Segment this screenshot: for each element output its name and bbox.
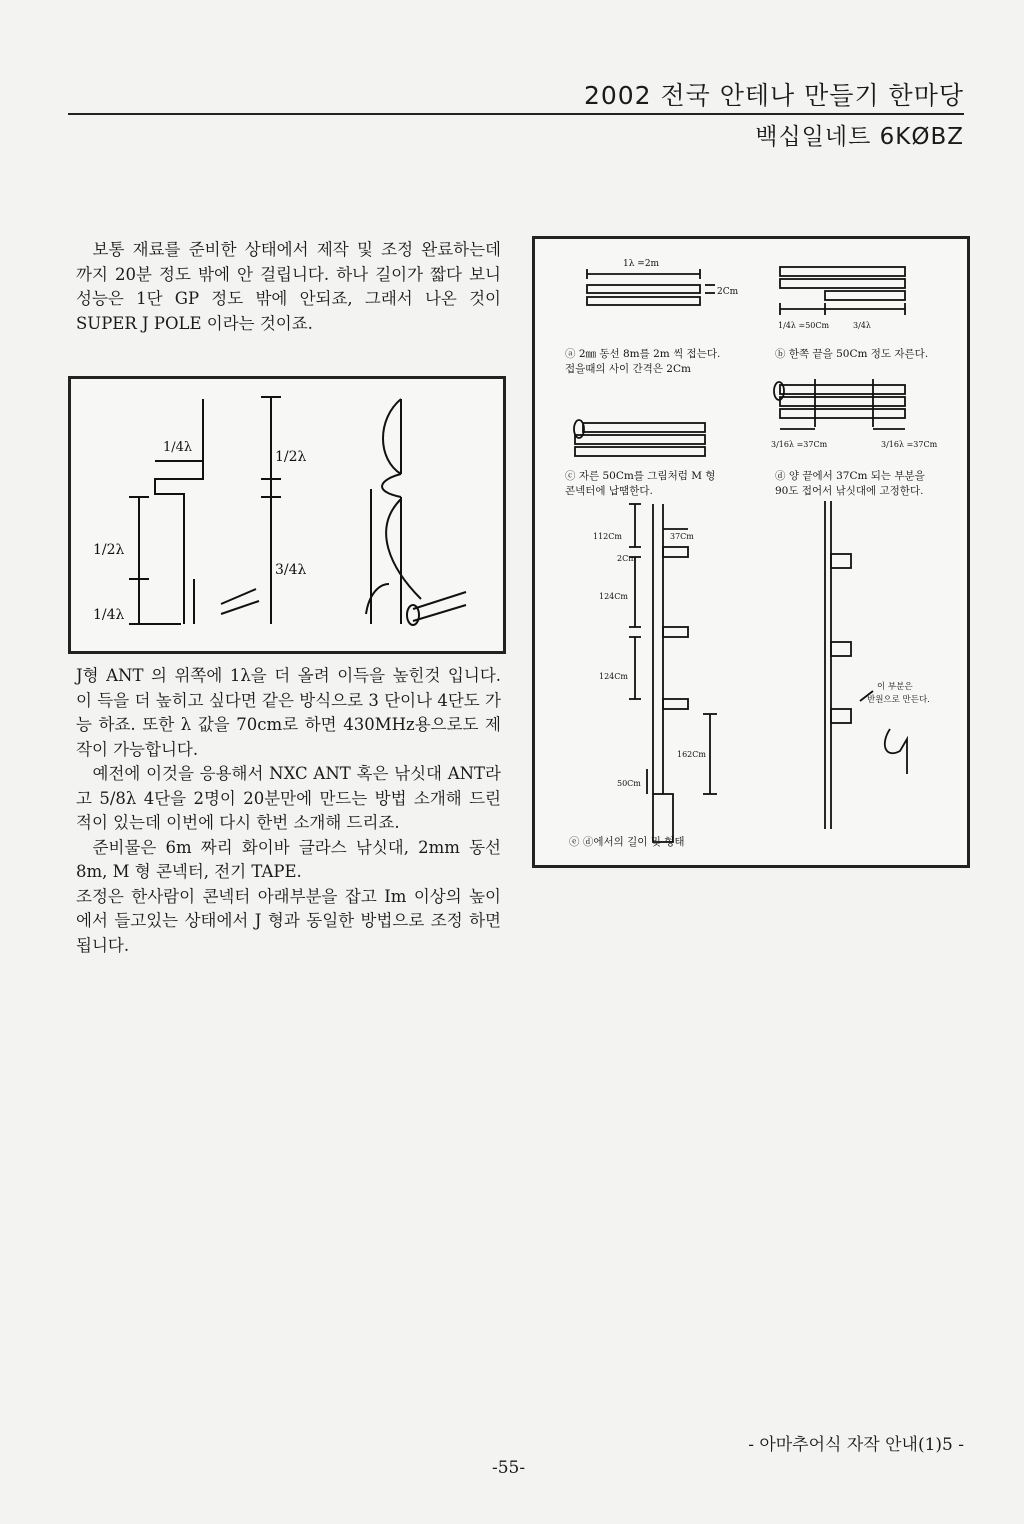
label-e-124a: 124Cm — [599, 592, 628, 601]
label-three-quarter: 3/4λ — [275, 562, 307, 578]
figure-construction-steps — [532, 236, 970, 868]
label-d-left: 3/16λ =37Cm — [771, 440, 828, 449]
j-pole-diagram — [71, 379, 503, 651]
construction-steps-diagram — [535, 239, 967, 865]
semicircle-detail — [885, 729, 907, 774]
label-b-right: 3/4λ — [853, 321, 871, 330]
figure-j-pole — [68, 376, 506, 654]
page-number: -55- — [492, 1458, 526, 1478]
label-e-124b: 124Cm — [599, 672, 628, 681]
label-e-50: 50Cm — [617, 779, 641, 788]
label-a-gap: 2Cm — [717, 287, 739, 297]
label-b-left: 1/4λ =50Cm — [778, 321, 830, 330]
super-j-antenna-feed — [413, 592, 466, 621]
label-half-left: 1/2λ — [93, 542, 125, 558]
label-d-right: 3/16λ =37Cm — [881, 440, 938, 449]
label-quarter-top: 1/4λ — [163, 440, 193, 455]
intro-text: 보통 재료를 준비한 상태에서 제작 및 조정 완료하는데 까지 20분 정도 밖에 안 걸립니다. 하나 길이가 짧다 보니 성능은 1단 GP 정도 밖에 안되죠, 그래서 나온 것이 SUPER J POLE 이라는 것이죠. — [76, 240, 501, 333]
caption-e: ⓔ ⓓ에서의 길이 및 형태 — [569, 836, 685, 848]
j-antenna-left-feed — [221, 589, 259, 614]
label-quarter-left: 1/4λ — [93, 607, 125, 623]
caption-b: ⓑ 한쪽 끝을 50Cm 정도 자른다. — [775, 348, 929, 360]
super-j-antenna-loop — [382, 399, 401, 497]
label-half-top: 1/2λ — [275, 449, 307, 465]
body-paragraph-4: 조정은 한사람이 콘넥터 아래부분을 잡고 Im 이상의 높이에서 들고있는 상태에서 J 형과 동일한 방법으로 조정 하면 됩니다. — [76, 886, 501, 955]
super-j-antenna-wire — [386, 499, 421, 599]
body-paragraph-3: 준비물은 6m 짜리 화이바 글라스 낚싯대, 2mm 동선8m, M 형 콘넥터, 전기 TAPE. — [76, 837, 501, 881]
body-text — [76, 664, 501, 958]
caption-d-line2: 90도 접어서 낚싯대에 고정한다. — [775, 485, 924, 497]
caption-a-line1: ⓐ 2㎜ 동선 8m를 2m 씩 접는다. — [565, 348, 721, 360]
label-e-37: 37Cm — [670, 532, 694, 541]
m-connector — [653, 794, 673, 842]
caption-c-line1: ⓒ 자른 50Cm를 그림처럼 M 형 — [565, 470, 716, 482]
pole-note-line2: 반원으로 만든다. — [867, 695, 930, 705]
label-e-2: 2Cm — [617, 554, 636, 563]
series-footer: - 아마추어식 자작 안내(1)5 - — [748, 1435, 964, 1455]
page-header-title: 2002 전국 안테나 만들기 한마당 — [583, 81, 964, 110]
label-a-length: 1λ =2m — [623, 259, 660, 269]
body-paragraph-2: 예전에 이것을 응용해서 NXC ANT 혹은 낚싯대 ANT라고 5/8λ 4단을 2명이 20분만에 만드는 방법 소개해 드린 적이 있는데 이번에 다시 한번 소개해 드리죠. — [76, 764, 501, 832]
pole-note-line1: 이 부분은 — [877, 682, 913, 692]
label-e-162: 162Cm — [677, 750, 706, 759]
label-e-112: 112Cm — [593, 532, 622, 541]
j-antenna-left-element — [155, 399, 203, 624]
antenna-vertical-element — [653, 504, 663, 794]
caption-d-line1: ⓓ 양 끝에서 37Cm 되는 부분을 — [775, 470, 925, 482]
body-paragraph-1: J형 ANT 의 위쪽에 1λ을 더 올려 이득을 높힌것 입니다. 이 득을 더 높히고 싶다면 같은 방식으로 3 단이나 4단도 가능 하죠. 또한 λ 값을 70cm로 하면 430MHz용으로도 제작이 가능합니다. — [76, 666, 501, 759]
caption-c-line2: 콘넥터에 납땜한다. — [565, 485, 653, 497]
header-divider — [68, 113, 964, 115]
caption-a-line2: 접을때의 사이 간격은 2Cm — [565, 363, 691, 375]
intro-paragraph — [76, 238, 501, 336]
page-header-author: 백십일네트 6KØBZ — [755, 124, 964, 150]
